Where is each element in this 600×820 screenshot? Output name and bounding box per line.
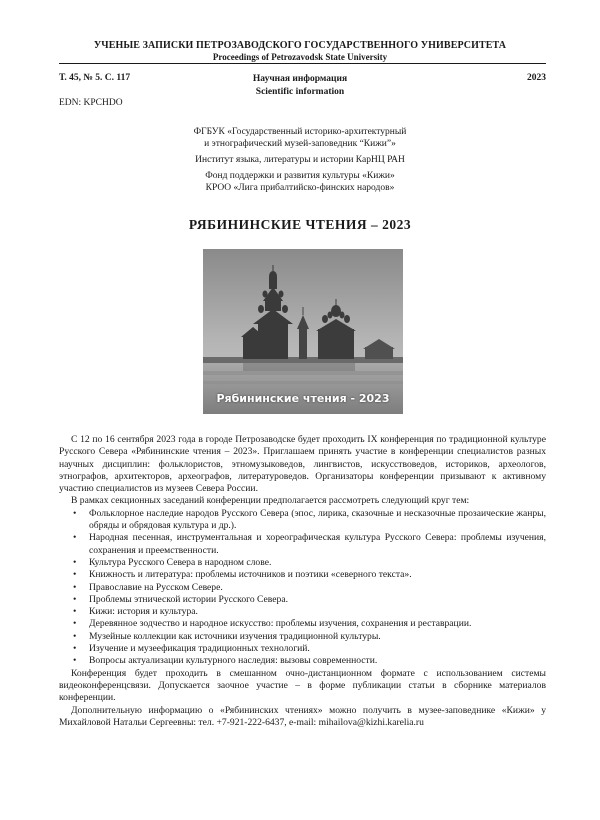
topic-text: Культура Русского Севера в народном слове. (89, 556, 272, 568)
bullet-icon: • (73, 630, 77, 642)
topic-text: Фольклорное наследие народов Русского Севера (эпос, лирика, сказочные и несказочные прозаические жанры, обряды и обрядовая культура и др.). (89, 507, 546, 532)
kizhi-photo (203, 249, 403, 414)
topic-text: Кижи: история и культура. (89, 606, 198, 618)
bullet-icon: • (73, 593, 77, 605)
organizer-foundation-line2: КРОО «Лига прибалтийско-финских народов» (205, 183, 395, 193)
announcement-body (59, 434, 546, 729)
topic-text: Книжность и литература: проблемы источников и поэтики «северного текста». (89, 569, 412, 581)
bullet-icon: • (73, 507, 77, 519)
list-item (59, 631, 546, 643)
journal-title: УЧЕНЫЕ ЗАПИСКИ ПЕТРОЗАВОДСКОГО ГОСУДАРСТВЕННОГО УНИВЕРСИТЕТА (93, 40, 507, 51)
contacts-paragraph: Дополнительную информацию о «Рябининских чтениях» можно получить в музее-заповеднике «Кижи» у Михайловой Натальи Сергеевны: тел. +7-921-222-6437, e-mail: mihailova@kizhi.karelia.ru (59, 704, 546, 728)
list-item (59, 594, 546, 606)
list-item (59, 532, 546, 557)
list-item (59, 508, 546, 533)
topic-text: Деревянное зодчество и народное искусство: проблемы изучения, сохранения и реставрации. (89, 618, 472, 630)
organizers-block (0, 126, 600, 198)
organizer-foundation (0, 170, 600, 194)
topic-text: Народная песенная, инструментальная и хореографическая культура Русского Севера: проблемы изучения, сохранения и преемственности. (89, 532, 546, 556)
kizhi-churches-image (203, 249, 403, 414)
organizer-institute: Институт языка, литературы и истории КарНЦ РАН (195, 155, 405, 165)
bullet-icon: • (73, 618, 77, 630)
bullet-icon: • (73, 606, 77, 618)
section-ru: Научная информация (252, 74, 348, 84)
header-divider (59, 63, 546, 64)
list-item (59, 606, 546, 618)
journal-subtitle: Proceedings of Petrozavodsk State University (212, 52, 388, 62)
bullet-icon: • (73, 532, 77, 544)
list-item (59, 569, 546, 581)
conference-title: РЯБИНИНСКИЕ ЧТЕНИЯ – 2023 (188, 217, 412, 232)
section-en: Scientific information (255, 87, 345, 97)
bullet-icon: • (73, 655, 77, 667)
edn-code: EDN: KPCHDO (59, 98, 123, 108)
year: 2023 (527, 73, 546, 83)
topic-text: Православие на Русском Севере. (89, 581, 223, 593)
bullet-icon: • (73, 581, 77, 593)
intro-paragraph: С 12 по 16 сентября 2023 года в городе Петрозаводске будет проходить IX конференция по традиционной культуре Русского Севера «Рябининские чтения – 2023». Приглашаем принять участие в конференции специалистов разных научных дисциплин: фольклористов, этномузыковедов, лингвистов, искусствоведов, историков, археологов, этнографов, архитекторов, археографов, литературоведов. Организаторы конференции призывают к активному участию специалистов из музеев Севера России. (59, 434, 546, 495)
list-item (59, 618, 546, 630)
bullet-icon: • (73, 569, 77, 581)
topic-text: Музейные коллекции как источники изучения традиционной культуры. (89, 630, 381, 642)
bullet-icon: • (73, 556, 77, 568)
organizer-museum (0, 126, 600, 150)
bullet-icon: • (73, 643, 77, 655)
photo-caption: Рябининские чтения - 2023 (216, 392, 390, 405)
section-heading (0, 73, 600, 99)
topic-text: Вопросы актуализации культурного наследия: вызовы современности. (89, 655, 378, 667)
format-paragraph: Конференция будет проходить в смешанном очно-дистанционном формате с использованием системы видеоконференцсвязи. Допускается заочное участие – в форме публикации статьи в сборнике материалов конференции. (59, 667, 546, 704)
list-item (59, 655, 546, 667)
topics-intro: В рамках секционных заседаний конференции предполагается рассмотреть следующий круг тем: (71, 495, 470, 507)
organizer-foundation-line1: Фонд поддержки и развития культуры «Кижи» (205, 171, 395, 181)
list-item (59, 582, 546, 594)
topic-text: Изучение и музеефикация традиционных технологий. (89, 643, 310, 655)
organizer-museum-line2: и этнографический музей-заповедник “Кижи”» (204, 139, 396, 149)
topics-list (59, 508, 546, 668)
volume-info: Т. 45, № 5. С. 117 (59, 73, 131, 83)
list-item (59, 643, 546, 655)
list-item (59, 557, 546, 569)
topic-text: Проблемы этнической истории Русского Севера. (89, 593, 288, 605)
organizer-museum-line1: ФГБУК «Государственный историко-архитектурный (193, 127, 407, 137)
